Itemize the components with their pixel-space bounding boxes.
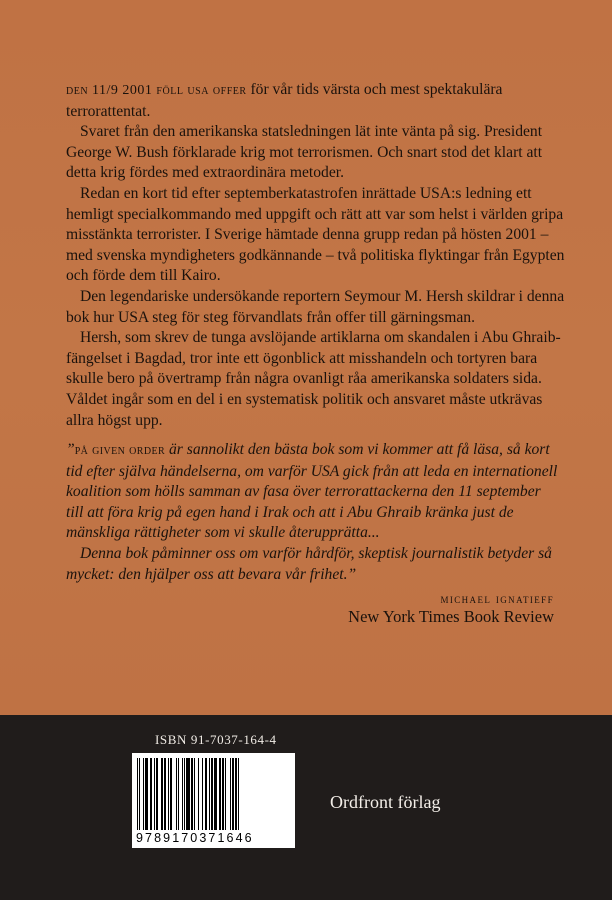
blurb-lead-smallcaps: den 11/9 2001 föll usa offer [66,83,247,98]
blurb-paragraph-5: Hersh, som skrev de tunga avslöjande artiklarna om skandalen i Abu Ghraib-fängelset i Bagdad, tror inte ett ögonblick att misshandeln och tortyren bara skulle bero på övertramp från några ovanligt råa amerikanska soldaters sida. Våldet ingår som en del i en systematisk politik och ansvaret måste utkrävas allra högst upp. [66,329,561,429]
barcode-digits: 9789170371646 [136,831,254,845]
quote-paragraph-1-text: är sannolikt den bästa bok som vi kommer att få läsa, så kort tid efter själva händelserna, om varför USA gick från att leda en internationell koalition som hölls samman av fasa över terrorattackerna den 11 september till att föra krig på egen hand i Irak och att i Abu Ghraib kränka just de mänskliga rättigheter som vi skulle återupprätta... [66,441,558,542]
blurb-paragraph-1 [66,80,566,122]
barcode-bars [137,758,290,830]
blurb-paragraph-1-text: för vår tids värsta och mest spektakulära terrorattentat. [66,81,503,120]
blurb-text [66,80,566,431]
quote-book-title: på given order [74,443,166,458]
blurb-paragraph-4: Den legendariske undersökande reportern Seymour M. Hersh skildrar i denna bok hur USA steg för steg förvandlats från offer till gärningsman. [66,287,565,326]
blurb-paragraph-3: Redan en kort tid efter septemberkatastrofen inrättade USA:s ledning ett hemligt specialkommando med uppgift och rätt att var som helst i världen gripa misstänkta terrorister. I Sverige hämtade denna grupp redan på hösten 2001 – med svenska myndigheters godkännande – två politiska flyktingar från Egypten och förde dem till Kairo. [66,184,565,285]
blurb-paragraph-2: Svaret från den amerikanska statsledningen lät inte vänta på sig. President George W. Bush förklarade krig mot terrorismen. Och snart stod det klart att detta krig fördes med extraordinära metoder. [66,123,543,182]
bottom-band [0,715,612,900]
isbn-text: ISBN 91-7037-164-4 [155,732,277,747]
quote-open-mark: ” [66,441,75,458]
review-quote [66,440,558,585]
barcode [132,753,295,848]
barcode-bar [239,758,241,830]
publisher-name: Ordfront förlag [330,792,441,812]
quote-paragraph-1 [66,440,558,544]
quote-author: michael ignatieff [440,591,554,606]
quote-paragraph-2: Denna bok påminner oss om varför hårdför, skeptisk journalistik betyder så mycket: den hjälper oss att bevara vår frihet.” [66,544,552,583]
quote-source: New York Times Book Review [348,607,554,626]
